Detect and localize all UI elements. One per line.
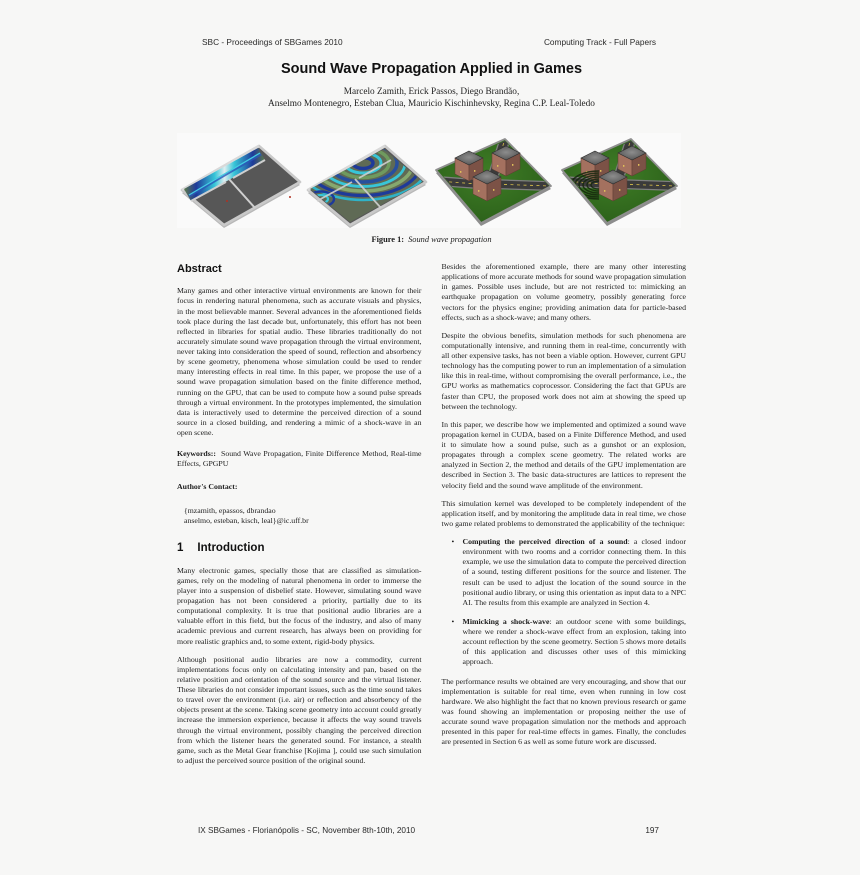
footer-conference-label: IX SBGames - Florianópolis - SC, November 8th-10th, 2010: [198, 826, 416, 835]
running-header: [177, 37, 686, 47]
figure-caption-label: Figure 1:: [371, 235, 405, 244]
track-label: Computing Track - Full Papers: [543, 37, 656, 47]
page-number: 197: [645, 826, 659, 835]
section-1-heading: [177, 541, 422, 556]
right-column: [442, 262, 687, 774]
abstract-heading: Abstract: [177, 263, 222, 275]
page-title: Sound Wave Propagation Applied in Games: [280, 61, 583, 77]
list-item-shock-wave: [463, 617, 687, 668]
contact-heading: Author's Contact:: [177, 482, 238, 492]
left-column: [177, 262, 422, 774]
figure-image-room-wave-spread: [303, 133, 429, 228]
authors-line-1: Marcelo Zamith, Erick Passos, Diego Brandão,: [343, 87, 520, 97]
abstract-paragraph: Many games and other interactive virtual environments are known for their focus in rendering natural phenomena, such as accurate visuals and physics, in the most believable manner. Several advances in the aforementioned fields took place during the last decade but, unfortunately, this effort has not been reflected in libraries for spatial audio. These libraries traditionally do not accurately simulate sound wave propagation through the virtual environment, never taking into consideration the speed of sound, reflection and absorbency by scene geometry, phenomena whose simulation could be used to render many interesting effects in real time. In this paper, we propose the use of a sound wave propagation simulation based on the finite difference method, running on the GPU, that can be used to compute how a sound pulse spreads through a virtual environment. In the prototypes implemented, the simulation data is interactively used to determine the perceived direction of a sound source in a closed building, and rendering a mimic of a shock-wave in an open scene.: [177, 286, 422, 438]
right-paragraph-1: Besides the aforementioned example, there are many other interesting applications of more accurate methods for sound wave propagation simulation in games. Possible uses include, but are not restricted to: mimicking an earthquake propagation on volume geometry, possibly generating force vectors for the physics engine; providing animation data for particle-based effects, such as a shock-wave; and many others.: [441, 262, 686, 322]
section-number: 1: [177, 541, 184, 554]
page-footer: [177, 826, 686, 835]
contact-block: [177, 506, 422, 526]
technique-list: [442, 537, 687, 668]
keywords-paragraph: [177, 449, 422, 469]
figure-caption: [177, 235, 686, 244]
contact-line-2: anselmo, esteban, kisch, leal}@ic.uff.br: [184, 515, 309, 525]
paper-page: [177, 0, 686, 774]
section-title: Introduction: [197, 541, 265, 554]
bullet-2-text: : an outdoor scene with some buildings, where we render a shock-wave effect from an explosion, taking into account reflection by the scene geometry. Section 5 shows more details of this application and discusses other uses of this mimicking approach.: [462, 616, 686, 667]
figure-1: [177, 133, 686, 228]
figure-image-city-shockwave: [555, 133, 681, 228]
two-column-body: [177, 262, 686, 774]
right-paragraph-4: This simulation kernel was developed to be completely independent of the application itself, and by monitoring the amplitude data in real time, we chose two game related problems to demonstrated the applicability of the technique:: [441, 498, 686, 528]
authors-line-2: Anselmo Montenegro, Esteban Clua, Mauricio Kischinhevsky, Regina C.P. Leal-Toledo: [268, 99, 595, 109]
right-paragraph-5: The performance results we obtained are very encouraging, and show that our implementation is suitable for real time, even when running in low cost hardware. We also highlight the fact that no known previous research or game was found showing an implementation or proposing neither the use of accurate sound wave propagation simulation nor the methods and approach presented in this paper for real-time effects in games. Finally, the concludes are presented in Section 6 as well as some future work are discussed.: [441, 676, 686, 747]
right-paragraph-3: In this paper, we describe how we implemented and optimized a sound wave propagation kernel in CUDA, based on a Finite Difference Method, and used it to simulate how a sound pulse, such as a gunshot or an explosion, propagates through a complex scene geometry. The related works are analyzed in Section 2, the method and details of the GPU implementation are described in Section 3. The basic data-structures are lattices to represent the velocity field and the sound wave amplitude of the environment.: [441, 419, 686, 490]
keywords-text: Sound Wave Propagation, Finite Difference Method, Real-time Effects, GPGPU: [177, 449, 422, 469]
figure-caption-text: Sound wave propagation: [408, 235, 492, 244]
figure-image-city-scene: [429, 133, 555, 228]
bullet-1-text: : a closed indoor environment with two rooms and a corridor connecting them. In this example, we use the simulation data to compute the perceived direction of a sound, testing different positions for the source and listener. The result can be used to adjust the location of the sound source in the positional audio library, or using this orientation as input data to a NPC AI. The results from this example are analyzed in Section 4.: [462, 537, 687, 607]
contact-line-1: {mzamith, epassos, dbrandao: [184, 505, 276, 515]
proceedings-label: SBC - Proceedings of SBGames 2010: [202, 37, 343, 47]
intro-paragraph-2: Although positional audio libraries are now a commodity, current implementations focus only on calculating intensity and pan, based on the relative position and orientation of the sound source and the virtual listener. These libraries do not consider important issues, such as the time sound takes to travel over the environment (i.e. air) or reflection and absorbency of the objects present at the scene. Taking scene geometry into account could greatly increase the immersion experience, because it affects the way sound travels through the virtual environment, possibly changing the perceived direction from which the listener hears the generated sound. For instance, a stealth game, such as the Metal Gear franchise [Kojima ], could use such simulation to adjust the perceived source position of the original sound.: [177, 654, 422, 765]
author-list: [177, 86, 686, 110]
keywords-label: Keywords::: [177, 449, 216, 459]
bullet-2-label: Mimicking a shock-wave: [462, 616, 550, 626]
figure-image-room-wave-band: [177, 133, 303, 228]
list-item-perceived-direction: [463, 537, 687, 608]
bullet-1-label: Computing the perceived direction of a sound: [462, 537, 628, 546]
intro-paragraph-1: Many electronic games, specially those that are classified as simulation-games, rely on the modeling of natural phenomena in order to immerse the player into a suspension of disbelief state. However, simulating sound wave propagation has not been considered a priority, partially due to its computational complexity. It is true that positional audio libraries are a valuable effort in this field, but the focus of the industry, and also of many academic previous and current research, has always been on providing for more realistic graphics and, to some extent, rigid-body physics.: [177, 565, 422, 646]
right-paragraph-2: Despite the obvious benefits, simulation methods for such phenomena are computationally intensive, and running them in real-time, concurrently with all other expensive tasks, has not been a viable option. However, current GPU technology has the computing power to run an implementation of a simulation like this in real-time, without compromising the overall performance, i.e., the GPU works as mathematics coprocessor. Considering the fact that GPUs are faster than CPU, the proposed work does not aim at showing the speed up between the technology.: [441, 330, 686, 411]
